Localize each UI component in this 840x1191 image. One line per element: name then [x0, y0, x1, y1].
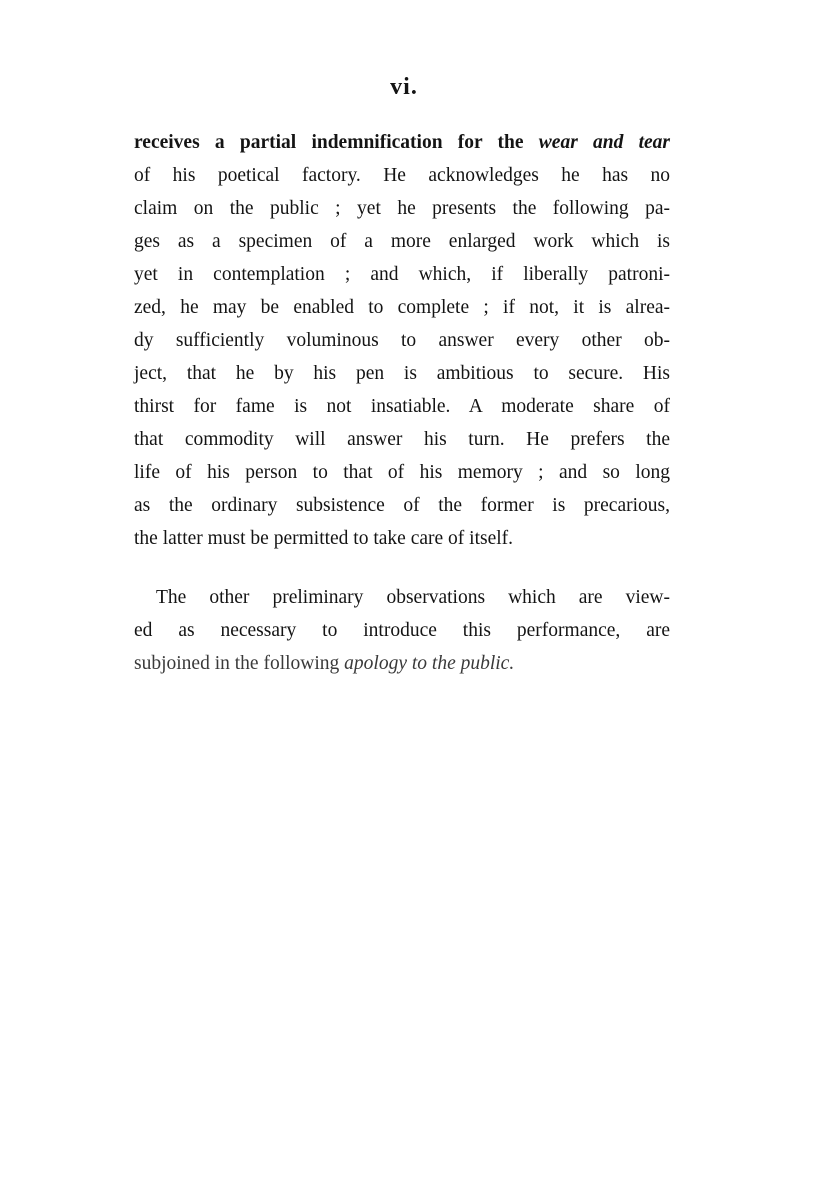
text-line: yet in contemplation ; and which, if liberally patroni-	[134, 264, 670, 285]
text-line: that commodity will answer his turn. He prefers the	[134, 429, 670, 450]
text-line: claim on the public ; yet he presents the following pa-	[134, 198, 670, 219]
text-line: life of his person to that of his memory ; and so long	[134, 462, 670, 483]
text-line: ges as a specimen of a more enlarged work which is	[134, 231, 670, 252]
text-line: of his poetical factory. He acknowledges he has no	[134, 165, 670, 186]
text-line: as the ordinary subsistence of the former is precarious,	[134, 495, 670, 516]
paragraph-intro	[134, 126, 670, 555]
text-line: the latter must be permitted to take care of itself.	[134, 528, 514, 549]
text-line	[134, 647, 670, 680]
line-text: receives a partial indemnification for the	[134, 132, 539, 153]
text-line: ject, that he by his pen is ambitious to secure. His	[134, 363, 670, 384]
line-text: subjoined in the following	[134, 653, 345, 674]
text-line: The other preliminary observations which are view-	[156, 587, 670, 608]
text-line	[134, 126, 670, 159]
text-line: dy sufficiently voluminous to answer every other ob-	[134, 330, 670, 351]
text-line: thirst for fame is not insatiable. A moderate share of	[134, 396, 670, 417]
page-number: vi.	[390, 74, 418, 100]
italic-phrase: apology to the public.	[344, 653, 515, 674]
italic-phrase: wear and tear	[538, 132, 670, 153]
text-line: ed as necessary to introduce this performance, are	[134, 620, 670, 641]
text-line: zed, he may be enabled to complete ; if not, it is alrea-	[134, 297, 670, 318]
paragraph-apology-note	[134, 581, 670, 680]
